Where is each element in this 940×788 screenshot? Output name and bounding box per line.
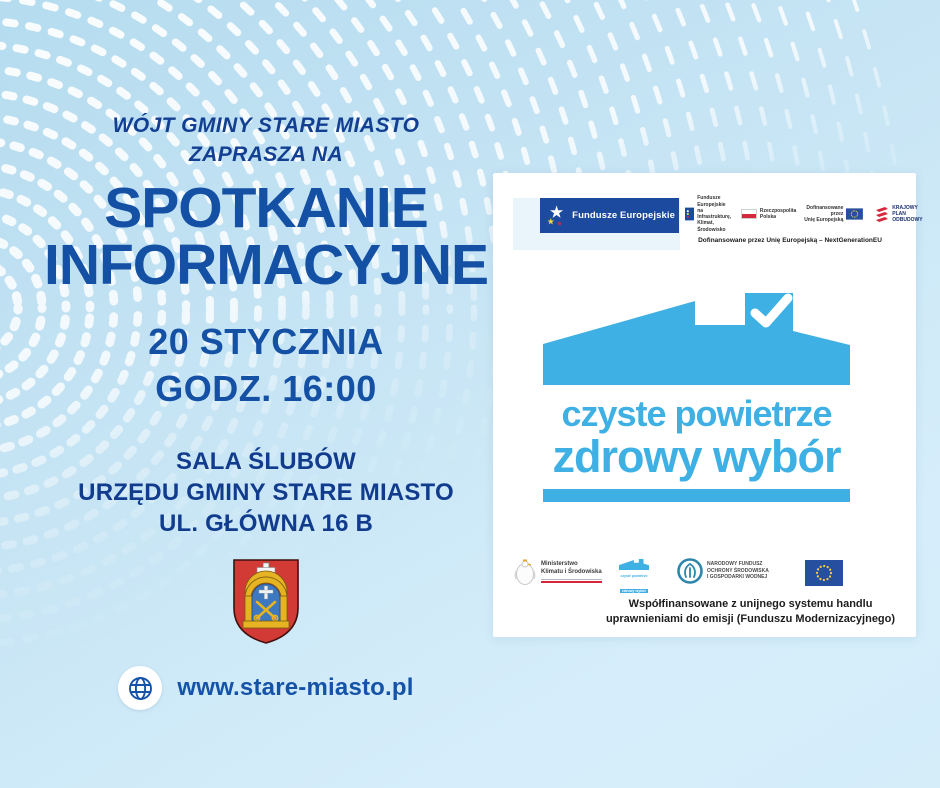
eu-funding-text xyxy=(802,205,843,224)
nfos-line3: I GOSPODARKI WODNEJ xyxy=(707,574,768,581)
poland-logo-text xyxy=(760,208,796,221)
fe-logo-label: Fundusze Europejskie xyxy=(572,210,675,221)
stare-miasto-coat-of-arms-icon xyxy=(230,556,302,646)
czyste-powietrze-logo xyxy=(543,285,850,502)
poland-line2: Polska xyxy=(759,214,777,220)
partner-logos-row xyxy=(685,195,923,233)
eu-funding-logo xyxy=(802,205,863,224)
kpo-logo xyxy=(875,205,922,224)
cofinance-line1: Współfinansowane z unijnego systemu handlu xyxy=(628,598,873,610)
kpo-ribbon-icon xyxy=(875,206,889,222)
house-checkmark-icon xyxy=(543,285,850,385)
mini-program-line2: zdrowy wybór xyxy=(622,588,646,593)
venue-line2: URZĘDU GMINY STARE MIASTO xyxy=(78,479,454,507)
poland-line1: Rzeczpospolita xyxy=(759,207,797,214)
cofinance-line2: uprawnieniami do emisji (Funduszu Modernizacyjnego) xyxy=(605,612,896,625)
feniks-line2: na Infrastrukturę, xyxy=(697,207,732,220)
globe-icon xyxy=(118,666,162,710)
program-card xyxy=(493,173,923,637)
ministry-text-block xyxy=(541,561,602,583)
page-title xyxy=(6,176,526,297)
nfos-line2: OCHRONY ŚRODOWISKA xyxy=(707,567,769,574)
ministry-logo xyxy=(513,558,602,586)
program-logo-bar xyxy=(543,489,850,502)
feniks-line3: Klimat, Środowisko xyxy=(697,220,726,233)
mini-czyste-powietrze-logo xyxy=(619,557,649,597)
event-venue xyxy=(16,446,516,540)
eagle-icon xyxy=(513,558,537,586)
eu-flag-icon xyxy=(805,560,843,586)
feniks-logo xyxy=(685,195,735,233)
ministry-line2: Klimatu i Środowiska xyxy=(541,568,602,575)
eu-flag-small-icon xyxy=(846,207,863,221)
nfos-logo xyxy=(677,558,769,584)
venue-line3: UL. GŁÓWNA 16 B xyxy=(158,510,374,538)
title-line2: INFORMACYJNE xyxy=(43,233,489,297)
ministry-flag-underline xyxy=(541,579,602,584)
feniks-flag-icon xyxy=(685,205,694,223)
feniks-logo-text xyxy=(697,195,735,233)
website-row xyxy=(16,666,516,710)
invitation-text xyxy=(16,112,516,170)
event-date-hour: GODZ. 16:00 xyxy=(155,367,377,409)
kpo-line3: ODBUDOWY xyxy=(892,217,923,224)
program-logo-line2: zdrowy wybór xyxy=(552,430,841,482)
nfos-line1: NARODOWY FUNDUSZ xyxy=(707,561,763,568)
poland-logo xyxy=(741,208,796,221)
nfos-text-block xyxy=(707,561,769,581)
ministry-line1: Ministerstwo xyxy=(541,560,578,567)
kpo-line2: PLAN xyxy=(892,210,906,217)
website-link[interactable]: www.stare-miasto.pl xyxy=(177,674,414,701)
fe-stars-icon xyxy=(544,202,569,230)
invitation-line2: ZAPRASZA NA xyxy=(188,142,344,166)
invitation-line1: WÓJT GMINY STARE MIASTO xyxy=(112,114,420,137)
nextgen-funding-text: Dofinansowane przez Unię Europejską – NextGenerationEU xyxy=(698,237,882,244)
eu-funding-line1: Dofinansowane przez xyxy=(806,204,844,217)
feniks-line1: Fundusze Europejskie xyxy=(697,195,726,208)
nfos-circle-icon xyxy=(677,558,703,584)
kpo-line1: KRAJOWY xyxy=(892,204,918,211)
program-logo-line1: czyste powietrze xyxy=(561,393,832,434)
fundusze-europejskie-logo xyxy=(540,198,679,233)
eu-funding-line2: Unię Europejską xyxy=(804,217,844,224)
event-date xyxy=(16,319,516,413)
mini-house-icon xyxy=(619,558,649,570)
title-line1: SPOTKANIE xyxy=(104,176,428,240)
event-date-day: 20 STYCZNIA xyxy=(148,321,384,362)
cofinance-text xyxy=(593,597,908,627)
poland-flag-icon xyxy=(741,209,757,219)
eu-flag-logo xyxy=(805,560,843,586)
venue-line1: SALA ŚLUBÓW xyxy=(176,448,356,475)
coat-of-arms-wrap xyxy=(16,556,516,646)
kpo-logo-text xyxy=(892,205,922,224)
mini-program-line1: czyste powietrze xyxy=(620,574,648,578)
